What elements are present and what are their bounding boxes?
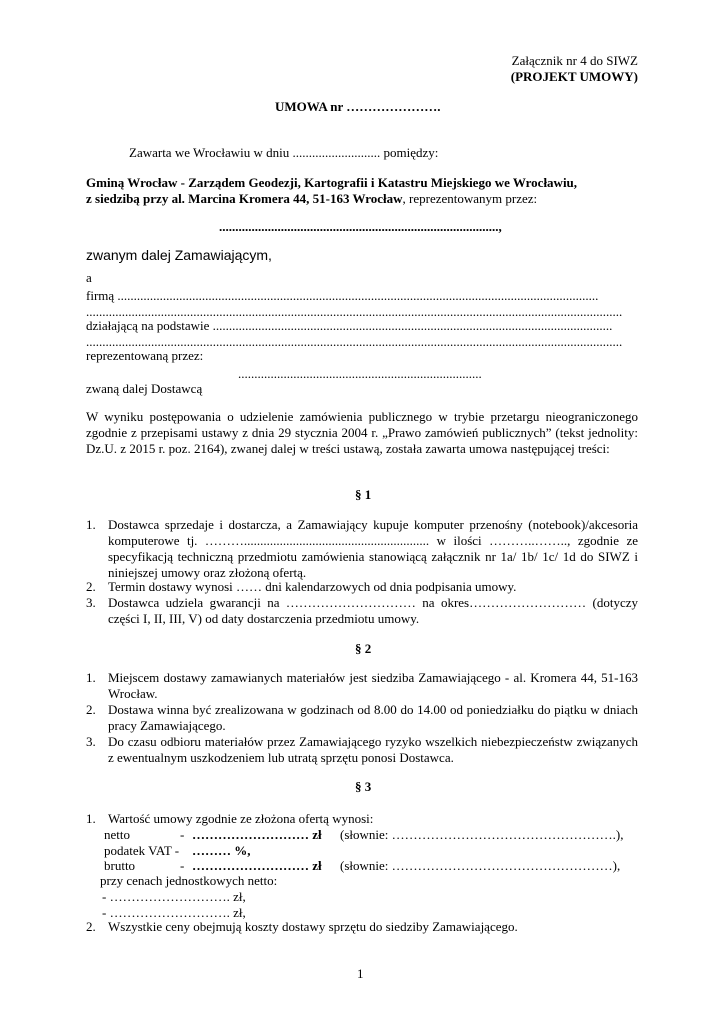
party2-firm: firmą .................................................................................................................................................... xyxy=(86,288,599,303)
s2-item-2-number: 2. xyxy=(86,702,96,717)
party2-represented: reprezentowaną przez: xyxy=(86,348,204,363)
party2-dots-2: ..................................................................................................................................................................... xyxy=(86,334,623,349)
section-2-heading: § 2 xyxy=(355,641,372,656)
party2-called: zwaną dalej Dostawcą xyxy=(86,381,203,396)
s2-item-1-text: Miejscem dostawy zamawianych materiałów jest siedziba Zamawiającego - al. Kromera 44, 51-163 Wrocław. xyxy=(108,670,638,701)
s1-item-2-number: 2. xyxy=(86,579,96,594)
party1-address xyxy=(86,191,537,207)
s2-item-2-text: Dostawa winna być zrealizowana w godzinach od 8.00 do 14.00 od poniedziałku do piątku w dniach pracy Zamawiającego. xyxy=(108,702,638,733)
s2-item-3-text: Do czasu odbioru materiałów przez Zamawiającego ryzyko wszelkich niebezpieczeństw związanych z ewentualnym uszkodzeniem lub utratą sprzętu ponosi Dostawca. xyxy=(108,734,638,765)
s1-item-3-text: Dostawca udziela gwarancji na ………………………… na okres……………………… (dotyczy części I, II, III, V) od daty dostarczenia przedmiotu umowy. xyxy=(108,595,638,626)
brutto-dash: - xyxy=(180,858,185,873)
party2-dots-1: ..................................................................................................................................................................... xyxy=(86,304,623,319)
vat-value: ……… %, xyxy=(192,843,251,858)
annex-label: Załącznik nr 4 do SIWZ xyxy=(511,53,638,68)
unit-prices-label: przy cenach jednostkowych netto: xyxy=(100,873,278,888)
netto-label: netto xyxy=(104,827,130,842)
section-3-heading: § 3 xyxy=(355,779,372,794)
section-1-heading: § 1 xyxy=(355,487,372,502)
s1-item-1-text: Dostawca sprzedaje i dostarcza, a Zamawiający kupuje komputer przenośny (notebook)/akcesoria komputerowe tj. ………......................................................... w ilości ………..…….., zgodnie ze specyfikacją techniczną przedmiotu zamówienia stanowiącą załącznik nr 1a/ 1b/ 1c/ 1d do SIWZ i niniejszej umowy oraz złożoną ofertą. xyxy=(108,517,638,580)
page-number: 1 xyxy=(357,966,364,981)
party2-and: a xyxy=(86,270,92,285)
party1-called: zwanym dalej Zamawiającym, xyxy=(86,247,272,263)
s1-item-2-text: Termin dostawy wynosi …… dni kalendarzowych od dnia podpisania umowy. xyxy=(108,579,517,594)
s3-item-1-number: 1. xyxy=(86,811,96,826)
contract-title: UMOWA nr …………………. xyxy=(275,99,441,114)
unit-price-2: - ………………………. zł, xyxy=(102,905,246,920)
brutto-words: (słownie: ……………………………………………), xyxy=(340,858,621,873)
s2-item-1-number: 1. xyxy=(86,670,96,685)
netto-value: ……………………… zł xyxy=(192,827,322,842)
party1-name: Gminą Wrocław - Zarządem Geodezji, Kartografii i Katastru Miejskiego we Wrocławiu, xyxy=(86,175,578,190)
unit-price-1: - ………………………. zł, xyxy=(102,889,246,904)
party2-acting: działającą na podstawie ........................................................................................................................... xyxy=(86,318,613,333)
s3-item-1-text: Wartość umowy zgodnie ze złożona ofertą wynosi: xyxy=(108,811,374,826)
brutto-value: ……………………… zł xyxy=(192,858,322,873)
s2-item-3-number: 3. xyxy=(86,734,96,749)
preamble: W wyniku postępowania o udzielenie zamówienia publicznego w trybie przetargu nieograniczonego zgodnie z przepisami ustawy z dnia 29 stycznia 2004 r. „Prawo zamówień publicznych” (tekst jednolity: Dz.U. z 2015 r. poz. 2164), zwanej dalej w treści ustawą, została zawarta umowa następującej treści: xyxy=(86,409,638,456)
s3-item-2-number: 2. xyxy=(86,919,96,934)
intro-line: Zawarta we Wrocławiu w dniu ........................... pomiędzy: xyxy=(129,145,439,160)
netto-dash: - xyxy=(180,827,185,842)
party2-representative-dots: ........................................................................... xyxy=(238,366,482,381)
vat-label: podatek VAT - xyxy=(104,843,180,858)
s1-item-3-number: 3. xyxy=(86,595,96,610)
s1-item-1-number: 1. xyxy=(86,517,96,532)
project-label: (PROJEKT UMOWY) xyxy=(510,69,638,84)
party1-representative-dots: ......................................................................................, xyxy=(219,219,502,234)
netto-words: (słownie: …………………………………………….), xyxy=(340,827,624,842)
party1-address-rest: , reprezentowanym przez: xyxy=(402,191,538,206)
s3-item-2-text: Wszystkie ceny obejmują koszty dostawy sprzętu do siedziby Zamawiającego. xyxy=(108,919,518,934)
brutto-label: brutto xyxy=(104,858,136,873)
party1-address-bold: z siedzibą przy al. Marcina Kromera 44, 51-163 Wrocław xyxy=(86,191,403,206)
